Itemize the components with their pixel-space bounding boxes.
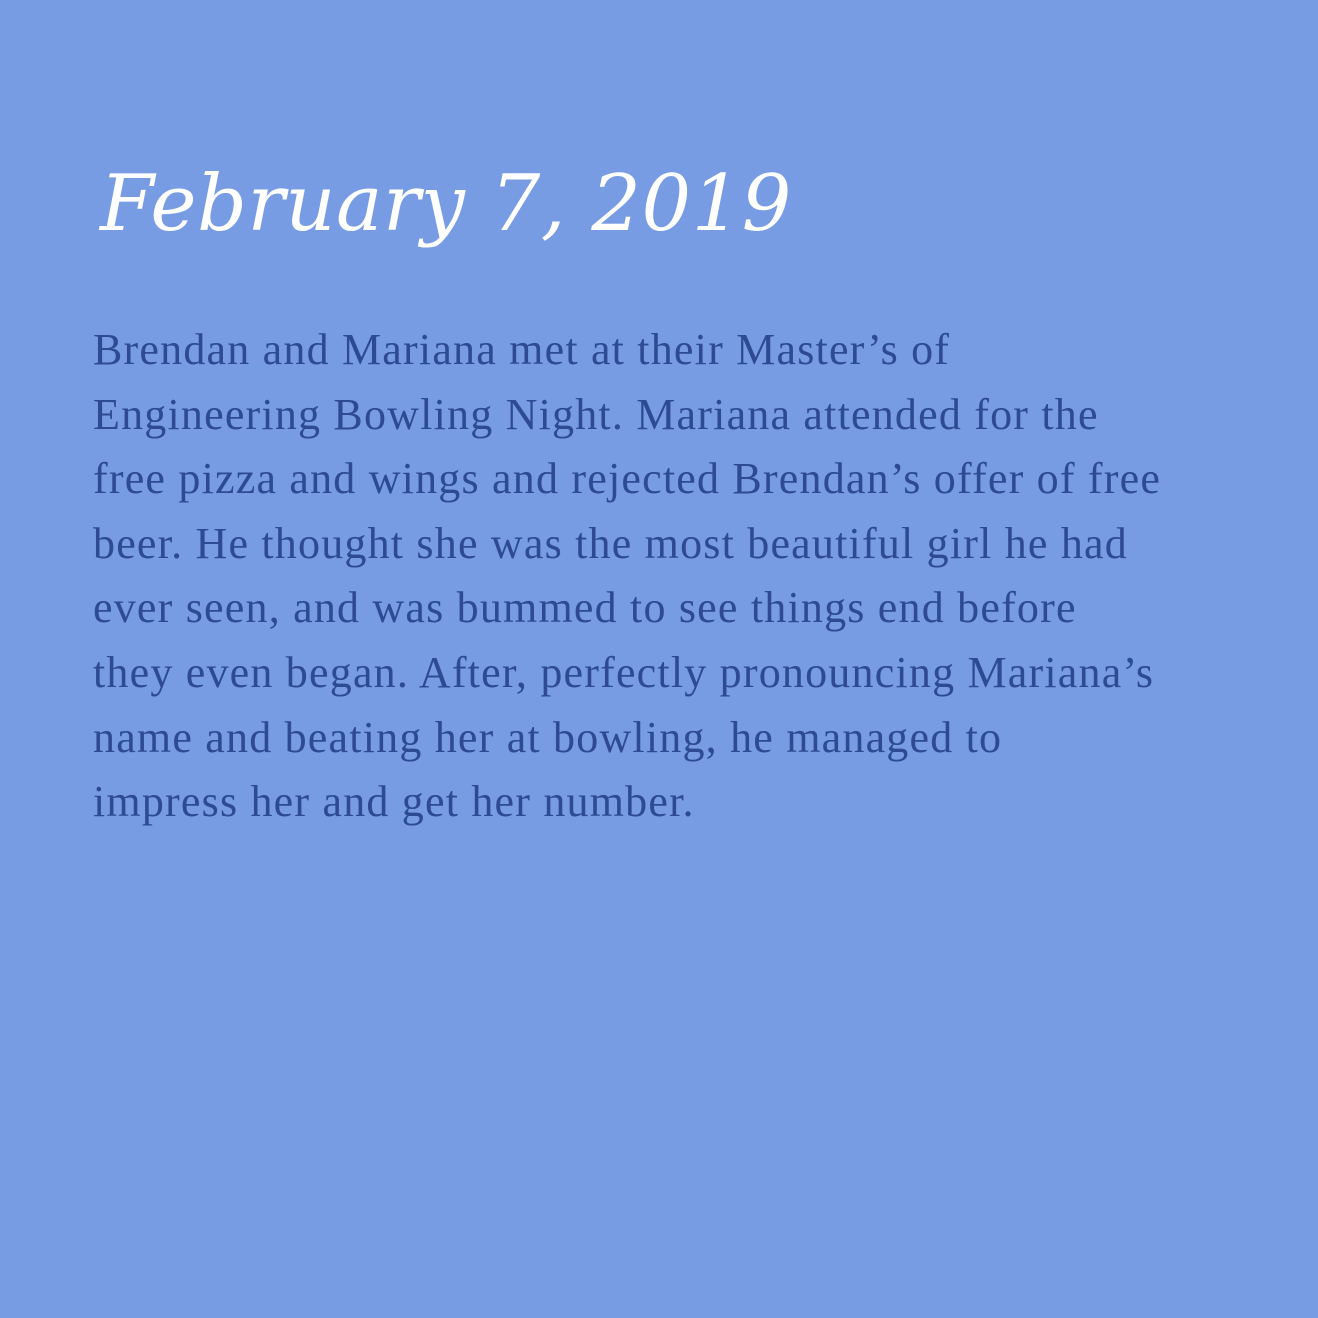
story-line: impress her and get her number. <box>93 777 695 827</box>
story-line: Brendan and Mariana met at their Master’s of <box>93 325 951 374</box>
story-line: Engineering Bowling Night. Mariana attended for the <box>93 389 1099 439</box>
entry-story <box>93 318 1243 835</box>
story-line: they even began. After, perfectly pronouncing Mariana’s <box>93 647 1155 697</box>
story-line: name and beating her at bowling, he managed to <box>93 712 1003 762</box>
story-line: beer. He thought she was the most beautiful girl he had <box>93 518 1128 568</box>
story-line: ever seen, and was bummed to see things end before <box>93 583 1077 633</box>
story-line: free pizza and wings and rejected Brendan’s offer of free <box>93 454 1162 504</box>
entry-date: February 7, 2019 <box>100 159 792 249</box>
